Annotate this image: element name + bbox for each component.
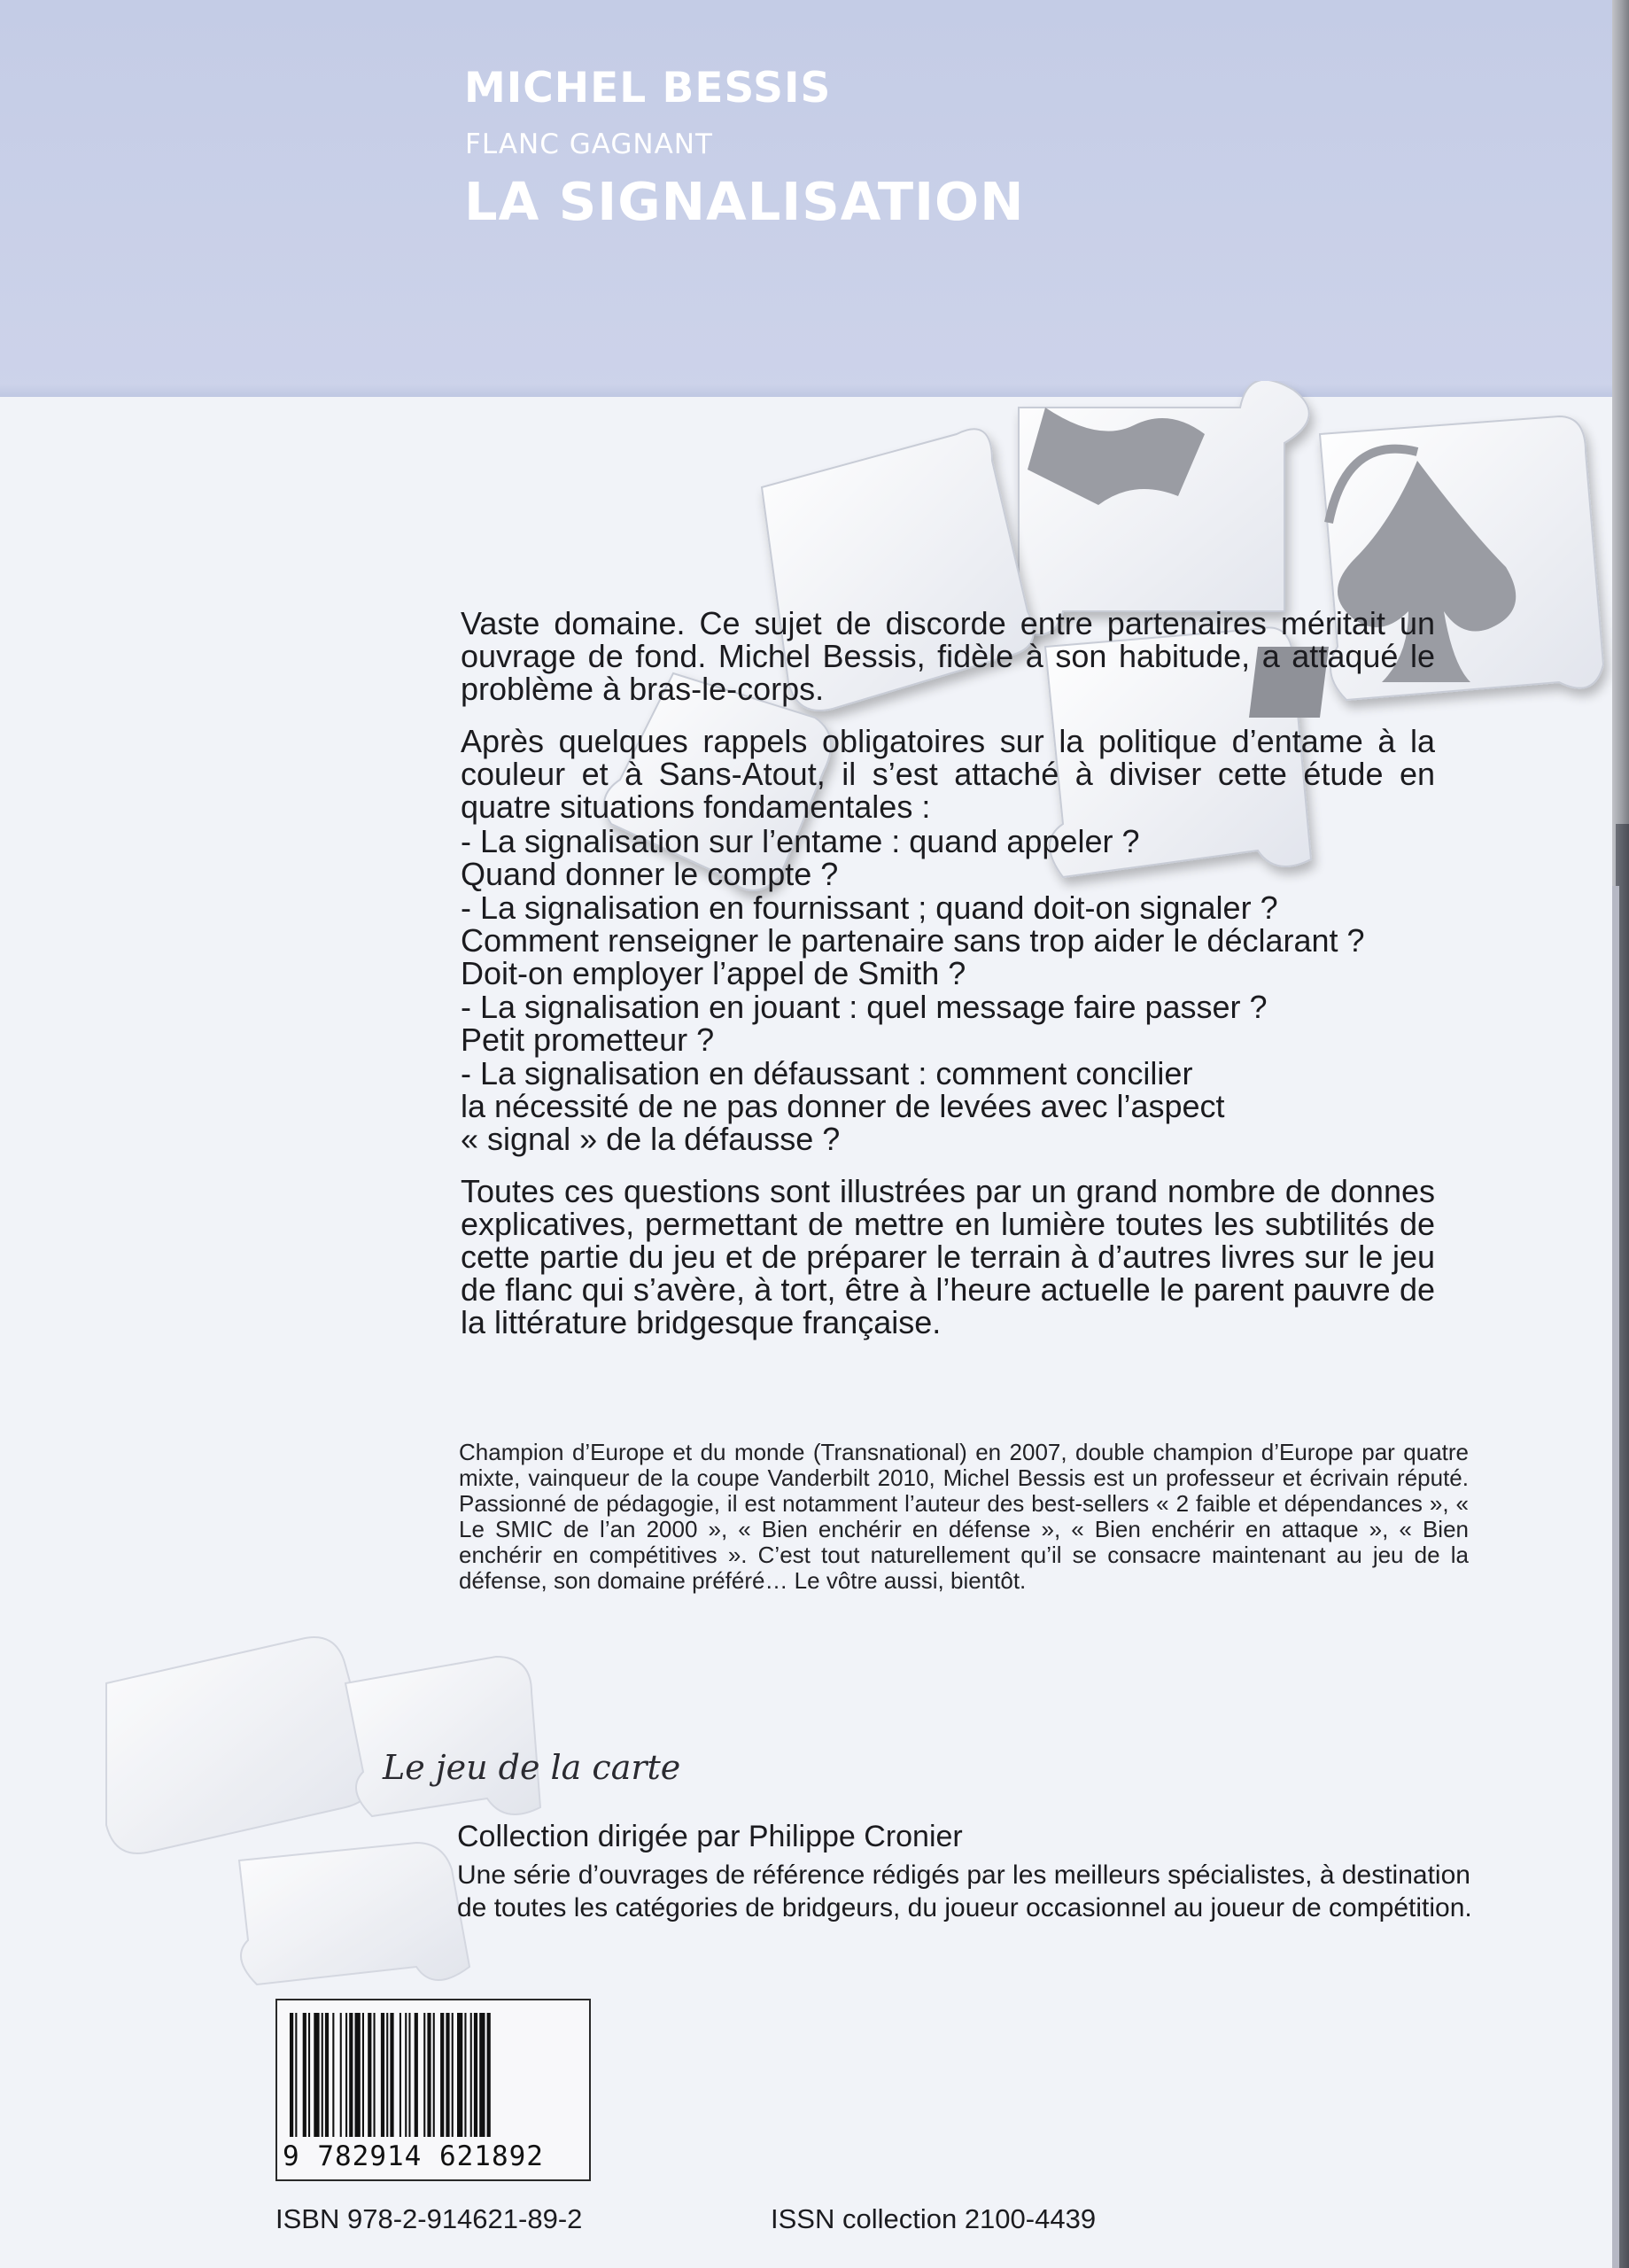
barcode-bar (470, 2013, 472, 2137)
blurb-lead: Après quelques rappels obligatoires sur la politique d’entame à la couleur et à Sans-Atout, il s’est attaché à diviser cette étude en quatre situations fondamentales : (461, 723, 1435, 825)
issn-number: ISSN collection 2100-4439 (771, 2203, 1097, 2234)
barcode-bar (415, 2013, 418, 2137)
barcode-bar (427, 2013, 431, 2137)
barcode-bar (440, 2013, 444, 2137)
barcode-bar (452, 2013, 454, 2137)
book-title: LA SIGNALISATION (464, 171, 1025, 232)
barcode-bar (423, 2013, 425, 2137)
situations-list (461, 825, 1435, 1155)
author-name: MICHEL BESSIS (464, 64, 832, 113)
back-cover-blurb (461, 607, 1435, 1355)
barcode-digits: 9 782914 621892 (283, 2140, 544, 2172)
barcode-bar (457, 2013, 462, 2137)
barcode-bar (386, 2013, 388, 2137)
book-spine-edge (1612, 0, 1629, 2268)
list-item-line: Petit prometteur ? (461, 1021, 715, 1058)
blurb-outro: Toutes ces questions sont illustrées par un grand nombre de donnes explicatives, permettant de mettre en lumière toutes les subtilités de cette partie du jeu et de préparer le terrain à d’autres livres sur le jeu de flanc qui s’avère, à tort, être à l’heure actuelle le parent pauvre de la littérature bridgesque française. (461, 1173, 1435, 1340)
list-item (461, 825, 1435, 890)
list-item (461, 891, 1435, 990)
collection-director: Collection dirigée par Philippe Cronier (457, 1820, 963, 1853)
list-item-line: - La signalisation sur l’entame : quand appeler ? (461, 823, 1140, 859)
isbn-number: ISBN 978-2-914621-89-2 (275, 2203, 583, 2234)
list-item-line: - La signalisation en fournissant ; quand doit-on signaler ? (461, 889, 1278, 926)
barcode-bar (408, 2013, 410, 2137)
list-item-line: Quand donner le compte ? (461, 856, 839, 892)
list-item (461, 990, 1435, 1056)
barcode-bar (368, 2013, 371, 2137)
barcode-bar (332, 2013, 334, 2137)
list-item-line: Comment renseigner le partenaire sans trop aider le déclarant ? (461, 922, 1365, 959)
list-item-line: la nécessité de ne pas donner de levées avec l’aspect (461, 1088, 1225, 1124)
barcode-bar (295, 2013, 297, 2137)
barcode-bar (349, 2013, 353, 2137)
barcode-bar (374, 2013, 376, 2137)
barcode-bar (290, 2013, 293, 2137)
barcode-bar (345, 2013, 347, 2137)
barcode-bar (355, 2013, 361, 2137)
barcode-bar (381, 2013, 384, 2137)
barcode-bar (390, 2013, 393, 2137)
list-item-line: - La signalisation en défaussant : comment concilier (461, 1055, 1193, 1091)
barcode-bar (322, 2013, 323, 2137)
barcode-bar (405, 2013, 407, 2137)
collection-logo: Le jeu de la carte (383, 1748, 681, 1787)
barcode-bar (314, 2013, 319, 2137)
puzzle-piece (345, 1657, 540, 1816)
barcode-bar (464, 2013, 466, 2137)
puzzle-pieces-illustration-bottom (80, 1630, 576, 2002)
barcode-bar (325, 2013, 329, 2137)
blurb-intro: Vaste domaine. Ce sujet de discorde entre partenaires méritait un ouvrage de fond. Michel Bessis, fidèle à son habitude, a attaqué le problème à bras-le-corps. (461, 605, 1435, 707)
barcode-bar (479, 2013, 485, 2137)
author-bio: Champion d’Europe et du monde (Transnational) en 2007, double champion d’Europe par quatre mixte, vainqueur de la coupe Vanderbilt 2010, Michel Bessis est un professeur et écrivain réputé. Passionné de pédagogie, il est notamment l’auteur des best-sellers « 2 faible et dépendances », « Le SMIC de l’an 2000 », « Bien enchérir en défense », « Bien enchérir en attaque », « Bien enchérir en compétitives ». C’est tout naturellement qu’il se consacre maintenant au jeu de la défense, son domaine préféré… Le vôtre aussi, bientôt. (459, 1439, 1469, 1594)
list-item (461, 1057, 1435, 1155)
barcode-bar (474, 2013, 477, 2137)
collection-description: Une série d’ouvrages de référence rédigés par les meilleurs spécialistes, à destination de toutes les catégories de bridgeurs, du joueur occasionnel au joueur de compétition. (457, 1860, 1472, 1922)
barcode-bar (446, 2013, 449, 2137)
barcode-bar (399, 2013, 401, 2137)
barcode-bar (362, 2013, 364, 2137)
barcode (275, 1999, 591, 2181)
barcode-bar (308, 2013, 310, 2137)
barcode-bars (290, 2013, 578, 2137)
puzzle-piece (106, 1637, 374, 1853)
list-item-line: - La signalisation en jouant : quel message faire passer ? (461, 989, 1268, 1025)
barcode-bar (340, 2013, 342, 2137)
list-item-line: « signal » de la défausse ? (461, 1121, 841, 1157)
list-item-line: Doit-on employer l’appel de Smith ? (461, 955, 966, 991)
series-name: FLANC GAGNANT (465, 128, 713, 160)
barcode-bar (303, 2013, 306, 2137)
barcode-bar (487, 2013, 491, 2137)
barcode-bar (433, 2013, 435, 2137)
puzzle-piece (239, 1843, 469, 1984)
